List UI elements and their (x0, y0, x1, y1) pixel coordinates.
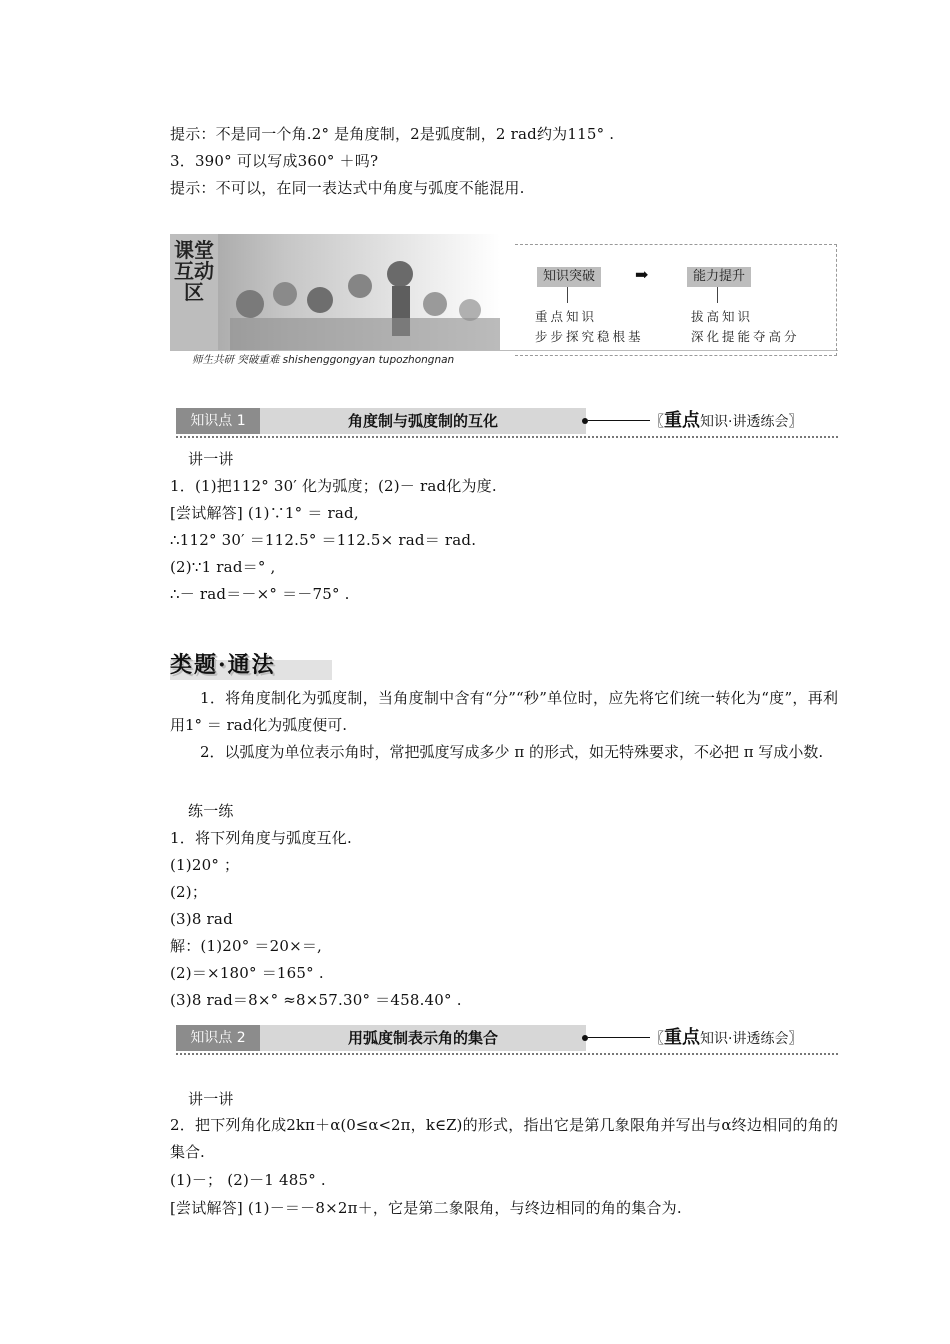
solution-line: (3)8 rad＝8×° ≈8×57.30° ＝458.40° . (170, 991, 462, 1009)
question-3: 3．390° 可以写成360° ＋吗? (170, 152, 379, 170)
exercise-item: (2)； (170, 883, 208, 901)
knowledge-point-1-header (176, 406, 840, 436)
divider (176, 436, 840, 438)
divider (567, 287, 568, 303)
banner-info-box (515, 244, 837, 356)
kp-label: 知识点 1 (176, 408, 260, 434)
subheading-jiang: 讲一讲 (188, 1090, 234, 1108)
crowd-image (170, 234, 500, 350)
kp-title: 用弧度制表示角的集合 (347, 1029, 498, 1047)
answer-line: ∴－ rad＝－×° ＝－75° . (170, 585, 350, 603)
question-1: 1．(1)把112° 30′ 化为弧度；(2)－ rad化为度. (170, 477, 497, 495)
subheading-lian: 练一练 (188, 802, 234, 820)
subheading-jiang: 讲一讲 (188, 450, 234, 468)
classroom-photo (170, 234, 500, 350)
divider (176, 1053, 840, 1055)
arrow-right-icon: ➡ (635, 265, 649, 284)
hint-line: 提示：不可以，在同一表达式中角度与弧度不能混用. (170, 179, 525, 197)
divider (717, 287, 718, 303)
banner-vertical-title: 课堂互动区 (170, 234, 218, 350)
kp-tag: 〖重点知识·讲透练会〗 (650, 1027, 803, 1048)
bullet-icon (582, 418, 588, 424)
exercise-item: (3)8 rad (170, 910, 233, 928)
banner-left-line: 重点知识 (535, 309, 598, 324)
divider (588, 1037, 650, 1038)
exercise-question: 1．将下列角度与弧度互化. (170, 829, 352, 847)
divider (588, 420, 650, 421)
banner-right-line: 拔高知识 (691, 309, 754, 324)
hint-line: 提示：不是同一个角.2° 是角度制，2是弧度制，2 rad约为115° . (170, 125, 615, 143)
question-items: (1)－； (2)－1 485° . (170, 1171, 326, 1189)
solution-line: 解：(1)20° ＝20×＝, (170, 937, 323, 955)
kp-tag: 〖重点知识·讲透练会〗 (650, 410, 803, 431)
pill-ability-improve: 能力提升 (687, 267, 751, 287)
bullet-icon (582, 1035, 588, 1041)
banner-right-line: 深化提能夺高分 (691, 329, 800, 344)
classroom-banner (170, 234, 838, 368)
banner-left-line: 步步探究稳根基 (535, 329, 644, 344)
exercise-item: (1)20° ； (170, 856, 240, 874)
answer-line: [尝试解答] (1)∵1° ＝ rad, (170, 504, 359, 522)
question-2: 2．把下列角化成2kπ＋α(0≤α<2π，k∈Z)的形式，指出它是第几象限角并写出与α终边相同的角的集合. (170, 1116, 838, 1161)
answer-line: (2)∵1 rad＝° , (170, 558, 276, 576)
kp-label: 知识点 2 (176, 1025, 260, 1051)
answer-line: ∴112° 30′ ＝112.5° ＝112.5× rad＝ rad. (170, 531, 477, 549)
solution-line: (2)＝×180° ＝165° . (170, 964, 324, 982)
method-heading: 类题·通法 (170, 652, 276, 678)
answer-line: [尝试解答] (1)－＝－8×2π＋，它是第二象限角，与终边相同的角的集合为. (170, 1199, 682, 1217)
banner-caption: 师生共研 突破重难 shishenggongyan tupozhongnan (192, 354, 455, 366)
pill-knowledge-breakthrough: 知识突破 (537, 267, 601, 287)
knowledge-point-2-header (176, 1023, 840, 1053)
method-paragraph: 2．以弧度为单位表示角时，常把弧度写成多少 π 的形式，如无特殊要求，不必把 π 写成小数. (200, 743, 824, 761)
method-paragraph: 1．将角度制化为弧度制，当角度制中含有“分”“秒”单位时，应先将它们统一转化为“度”，再利用1° ＝ rad化为弧度便可. (170, 689, 838, 734)
kp-title: 角度制与弧度制的互化 (347, 412, 498, 430)
